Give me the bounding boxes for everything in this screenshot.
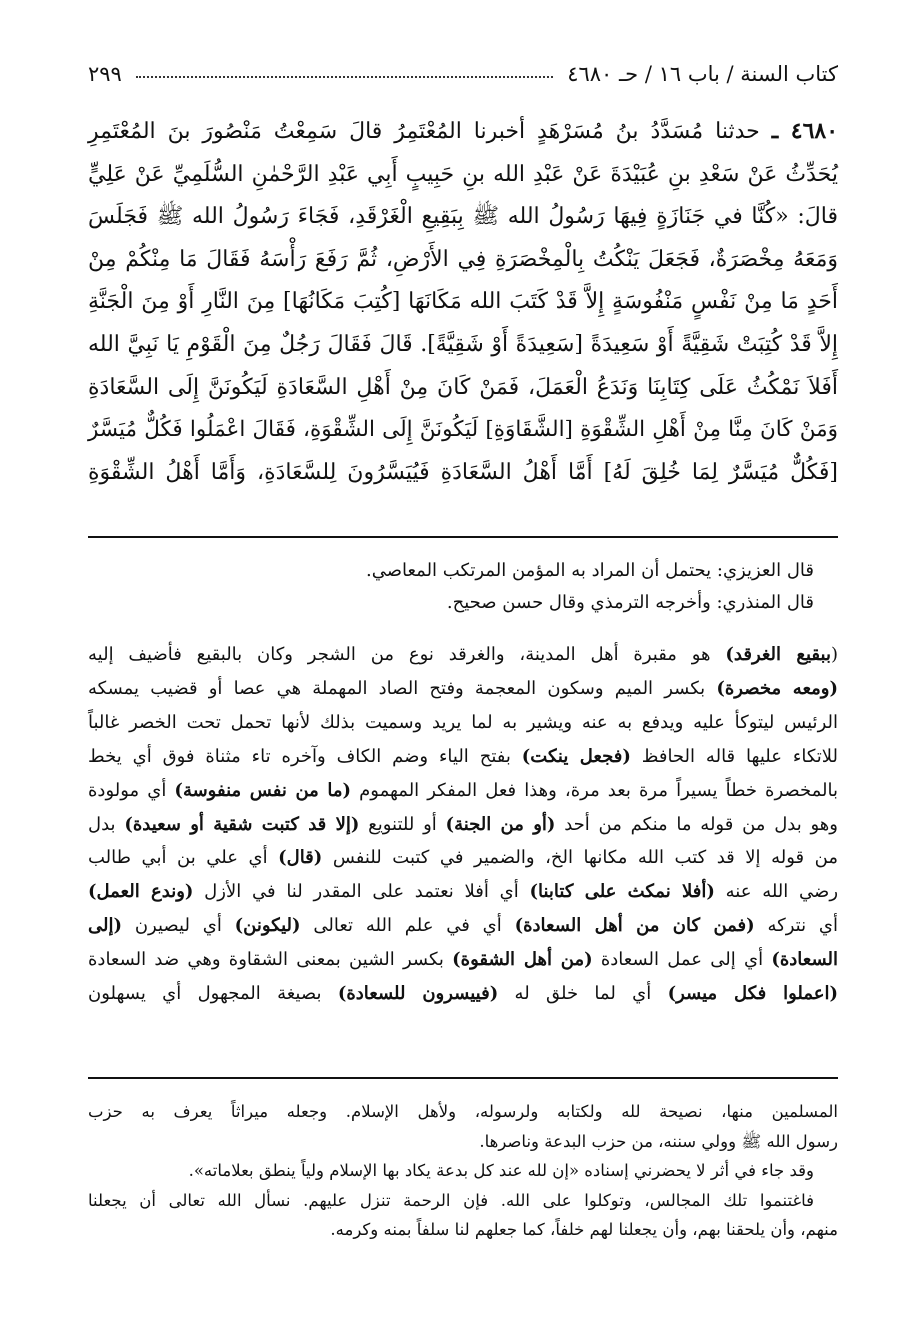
commentary-line: (اعملوا فكل ميسر) أي لما خلق له (فييسرون للسعادة) بصيغة المجهول أي يسهلون (88, 983, 838, 1005)
hadith-text (88, 110, 838, 494)
hadith-line: أَحَدٍ مَا مِنْ نَفْسٍ مَنْفُوسَةٍ إِلاَّ قَدْ كَتَبَ الله مَكَانَهَا [كُتِبَ مَكَانُهَا] مِنَ النَّارِ أَوْ مِنَ الْجَنَّةِ (88, 289, 838, 315)
commentary-line: (ببقيع الغرقد) هو مقبرة أهل المدينة، والغرقد نوع من الشجر وكان بالبقيع فأضيف إليه (88, 644, 838, 665)
note-line: قال المنذري: وأخرجه الترمذي وقال حسن صحيح. (446, 592, 814, 613)
section-divider (88, 536, 838, 538)
footnote (88, 1097, 838, 1245)
hadith-line: وَمَنْ كَانَ مِنَّا مِنْ أَهْلِ الشِّقْوَةِ [الشَّقَاوَةِ] لَيَكُونَنَّ إِلَى الشِّقْوَةِ، فَقَالَ اعْمَلُوا فَكُلٌّ مُيَسَّرٌ (88, 417, 838, 443)
hadith-line: [فَكُلٌّ مُيَسَّرٌ لِمَا خُلِقَ لَهُ] أَمَّا أَهْلُ السَّعَادَةِ فَيُيَسَّرُونَ لِلسَّعَادَةِ، وَأَمَّا أَهْلُ الشِّقْوَةِ (88, 459, 838, 485)
footnote-divider (88, 1077, 838, 1079)
commentary-line: (ومعه مخصرة) بكسر الميم وسكون المعجمة وفتح الصاد المهملة هي عصا أو قضيب يمسكه (88, 677, 838, 699)
hadith-line: إِلاَّ قَدْ كُتِبَتْ شَقِيَّةً أَوْ سَعِيدَةً [سَعِيدَةً أَوْ شَقِيَّةً]. قَالَ فَقَالَ رَجُلٌ مِنَ الْقَوْمِ يَا نَبِيَّ الله (88, 331, 838, 357)
header-dot-leader (136, 70, 553, 78)
hadith-line: قالَ: «كُنَّا في جَنَازَةٍ فِيهَا رَسُولُ الله ﷺ بِبَقِيعِ الْغَرْقَدِ، فَجَاءَ رَسُولُ الله ﷺ فَجَلَسَ (88, 204, 838, 230)
footnote-line: وقد جاء في أثر لا يحضرني إسناده «إن لله عند كل بدعة يكاد بها الإسلام ولياً ينطق بعلاماته». (188, 1161, 814, 1180)
commentary-line: بالمخصرة خطاً يسيراً مرة بعد مرة، وهذا فعل المفكر المهموم (ما من نفس منفوسة) أي مولودة (88, 779, 839, 801)
commentary-line: الرئيس ليتوكأ عليه ويدفع به عنه ويشير به لما يريد وسميت بذلك لأنها تحمل تحت الخصر غالباً (88, 711, 838, 733)
commentary-line: للاتكاء عليها قاله الحافظ (فجعل ينكت) بفتح الياء وضم الكاف وآخره تاء مثناة فوق أي يخط (88, 745, 838, 767)
footnote-line: منهم، وأن يلحقنا بهم، وأن يجعلنا لهم خلفاً، كما جعلهم لنا سلفاً بمنه وكرمه. (330, 1220, 838, 1239)
commentary (88, 638, 838, 1011)
hadith-line: ٤٦٨٠ ـ حدثنا مُسَدَّدُ بنُ مُسَرْهَدٍ أخبرنا المُعْتَمِرُ قالَ سَمِعْتُ مَنْصُورَ بنَ المُعْتَمِرِ (88, 118, 839, 144)
commentary-line: من قوله إلا قد كتب الله مكانها الخ، والضمير في كتبت للنفس (قال) أي علي بن أبي طالب (88, 847, 838, 869)
footnote-line: رسول الله ﷺ وولي سننه، من حزب البدعة وناصرها. (479, 1131, 838, 1151)
commentary-line: أي نتركه (فمن كان من أهل السعادة) أي في علم الله تعالى (ليكونن) أي ليصيرن (إلى (88, 915, 838, 937)
hadith-line: أَفَلاَ نَمْكُثُ عَلَى كِتَابِنَا وَنَدَعُ الْعَمَلَ، فَمَنْ كَانَ مِنْ أَهْلِ السَّعَادَةِ لَيَكُونَنَّ إِلَى السَّعَادَةِ (88, 374, 838, 400)
commentary-line: رضي الله عنه (أفلا نمكث على كتابنا) أي أفلا نعتمد على المقدر لنا في الأزل (وندع العمل) (88, 881, 839, 903)
footnote-line: فاغتنموا تلك المجالس، وتوكلوا على الله. فإن الرحمة تنزل عليهم. نسأل الله تعالى أن يجعلنا (88, 1190, 814, 1210)
page-number: ٢٩٩ (88, 62, 122, 86)
note-line: قال العزيزي: يحتمل أن المراد به المؤمن المرتكب المعاصي. (365, 560, 814, 581)
header-title: كتاب السنة / باب ١٦ / حـ ٤٦٨٠ (567, 62, 838, 86)
commentary-line: السعادة) أي إلى عمل السعادة (من أهل الشقوة) بكسر الشين بمعنى الشقاوة وهي ضد السعادة (88, 949, 838, 971)
running-header (88, 54, 838, 94)
commentary-line: وهو بدل من قوله ما منكم من أحد (أو من الجنة) أو للتنويع (إلا قد كتبت شقية أو سعيدة) بدل (88, 813, 838, 835)
hadith-number: ٤٦٨٠ ـ (771, 118, 839, 144)
footnote-line: المسلمين منها، نصيحة لله ولكتابه ولرسوله، ولأهل الإسلام. وجعله ميراثاً يعرف به حزب (88, 1102, 838, 1121)
hadith-line: يُحَدِّثُ عَنْ سَعْدِ بنِ عُبَيْدَةَ عَنْ عَبْدِ الله بنِ حَبِيبٍ أَبِي عَبْدِ الرَّحْمٰنِ السُّلَمِيِّ عَنْ عَلِيٍّ (88, 161, 838, 187)
scholar-notes (88, 555, 838, 619)
hadith-line: وَمَعَهُ مِخْصَرَةٌ، فَجَعَلَ يَنْكُتُ بِالْمِخْصَرَةِ فِي الأَرْضِ، ثُمَّ رَفَعَ رَأْسَهُ فَقَالَ مَا مِنْكُمْ مِنْ (88, 246, 838, 272)
